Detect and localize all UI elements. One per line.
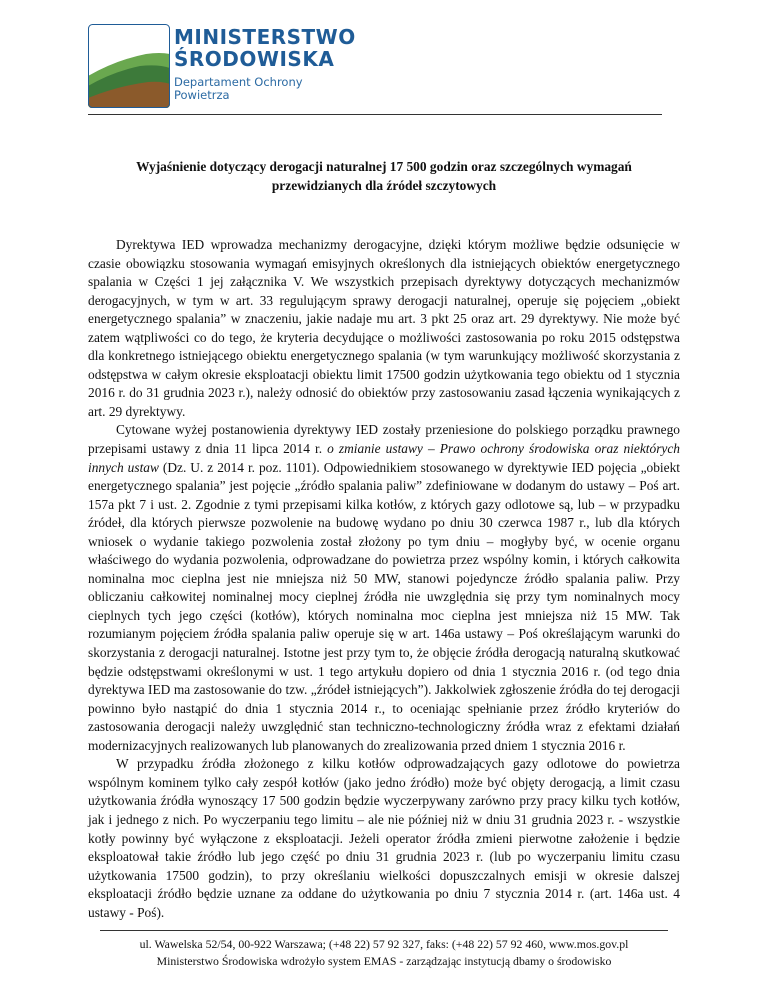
footer-divider [100, 930, 668, 931]
logo-department [174, 76, 356, 102]
paragraph-1 [88, 236, 680, 421]
logo-department-line1: Departament Ochrony [174, 75, 303, 89]
footer-emas-note: Ministerstwo Środowiska wdrożyło system EMAS - zarządzając instytucją dbamy o środowisko [156, 954, 612, 968]
paragraph-2 [88, 421, 680, 755]
document-title [88, 157, 680, 195]
document-title-line2: przewidzianych dla źródeł szczytowych [271, 178, 497, 193]
paragraph-3-text: W przypadku źródła złożonego z kilku kotłów odprowadzających gazy odlotowe do powietrza wspólnym kominem tylko cały zespół kotłów (jako jedno źródło) może być objęty derogacją, a limit czasu użytkowania źródła wynoszący 17 500 godzin będzie wyczerpywany zarówno przy pracy kilku tych kotłów, jak i jednego z nich. Po wyczerpaniu tego limitu – ale nie później niż w dniu 31 grudnia 2023 r. - wszystkie kotły powinny być wyłączone z eksploatacji. Jeżeli operator źródła zmieni pierwotne założenie i będzie eksploatował takie źródło lub jego część po dniu 31 grudnia 2023 r. (lub po wyczerpaniu limitu czasu użytkowania 17500 godzin), to przy określaniu wielkości dopuszczalnych emisji w okresie dalszej eksploatacji źródło będzie uznane za oddane do użytkowania po dniu 7 stycznia 2014 r. (art. 146a ust. 4 ustawy - Poś). [88, 756, 680, 920]
paragraph-1-text: Dyrektywa IED wprowadza mechanizmy derogacyjne, dzięki którym możliwe będzie odsunięcie w czasie obowiązku stosowania wymagań emisyjnych określonych dla istniejących obiektów energetycznego spalania w Części 1 jej załącznika V. We wszystkich przepisach dyrektywy dotyczących mechanizmów derogacyjnych, w tym w art. 33 regulującym sprawy derogacji naturalnej, operuje się pojęciem „obiekt energetycznego spalania” w znaczeniu, jakie nadaje mu art. 3 pkt 25 oraz art. 29 dyrektywy. Nie może być zatem wątpliwości co do tego, że kryteria decydujące o możliwości zastosowania po roku 2015 odstępstwa dla konkretnego istniejącego obiektu energetycznego spalania (w tym warunkujący możliwość skorzystania z odstępstwa w całym okresie eksploatacji obiektu limit 17500 godzin użytkowania tego obiektu od 1 stycznia 2016 r. do 31 grudnia 2023 r.), należy odnosić do obiektów przy zastosowaniu zasad łączenia wynikających z art. 29 dyrektywy. [88, 237, 680, 419]
logo-ministry-name-line1: MINISTERSTWO [174, 25, 356, 49]
logo-department-line2: Powietrza [174, 88, 230, 102]
ministry-logo-mountain-icon [88, 24, 170, 108]
logo-ministry-name-line2: ŚRODOWISKA [174, 47, 335, 71]
footer-address: ul. Wawelska 52/54, 00-922 Warszawa; (+48 22) 57 92 327, faks: (+48 22) 57 92 460, www.mos.gov.pl [139, 937, 629, 951]
document-title-line1: Wyjaśnienie dotyczący derogacji naturalnej 17 500 godzin oraz szczególnych wymagań [136, 159, 632, 174]
ministry-header [88, 22, 648, 114]
paragraph-2-text-end: (Dz. U. z 2014 r. poz. 1101). Odpowiednikiem stosowanego w dyrektywie IED pojęcia „obiekt energetycznego spalania” jest pojęcie „źródło spalania paliw” zdefiniowane w dodanym do ustawy – Poś art. 157a pkt 7 i ust. 2. Zgodnie z tymi przepisami kilka kotłów, z których gazy odlotowe są, lub – w przypadku źródeł, dla których pierwsze pozwolenie na budowę wydano po dniu 30 czerwca 1987 r., lub dla których wniosek o wydanie takiego pozwolenia został złożony po tym dniu – mogłyby być, w ocenie organu właściwego do wydania pozwolenia, odprowadzane do powietrza przez wspólny komin, i których całkowita nominalna moc cieplna jest nie mniejsza niż 50 MW, stanowi pojedyncze źródło spalania paliw. Przy obliczaniu całkowitej nominalnej mocy cieplnej źródła nie uwzględnia się przy tym nominalnych mocy cieplnych tych jego części (kotłów), których nominalna moc cieplna jest mniejsza niż 15 MW. Tak rozumianym pojęciem źródła spalania paliw operuje się w art. 146a ustawy – Poś określającym warunki do skorzystania z derogacji naturalnej. Istotne jest przy tym to, że objęcie źródła derogacją naturalną skutkować będzie odstępstwami określonymi w ust. 1 tego artykułu dopiero od dnia 1 stycznia 2016 r. (od tego dnia dyrektywa IED ma zastosowanie do tzw. „źródeł istniejących”). Jakkolwiek zgłoszenie źródła do tej derogacji powinno było nastąpić do dnia 1 stycznia 2014 r., to oceniając spełnianie przez źródło kryteriów do zastosowania derogacji należy uwzględnić stan techniczno-technologiczny źródła wraz z efektami działań modernizacyjnych realizowanych lub planowanych do zrealizowania przed dniem 1 stycznia 2016 r. [88, 459, 680, 753]
paragraph-2-act-title: o zmianie ustawy – Prawo ochrony środowiska oraz niektórych innych ustaw [88, 441, 680, 475]
page-footer [60, 936, 708, 970]
logo-text [174, 26, 356, 102]
paragraph-2-text-start: Cytowane wyżej postanowienia dyrektywy IED zostały przeniesione do polskiego porządku prawnego przepisami ustawy z dnia 11 lipca 2014 r. [88, 422, 680, 457]
paragraph-3 [88, 755, 680, 922]
header-divider [88, 114, 662, 115]
document-body [88, 236, 680, 922]
